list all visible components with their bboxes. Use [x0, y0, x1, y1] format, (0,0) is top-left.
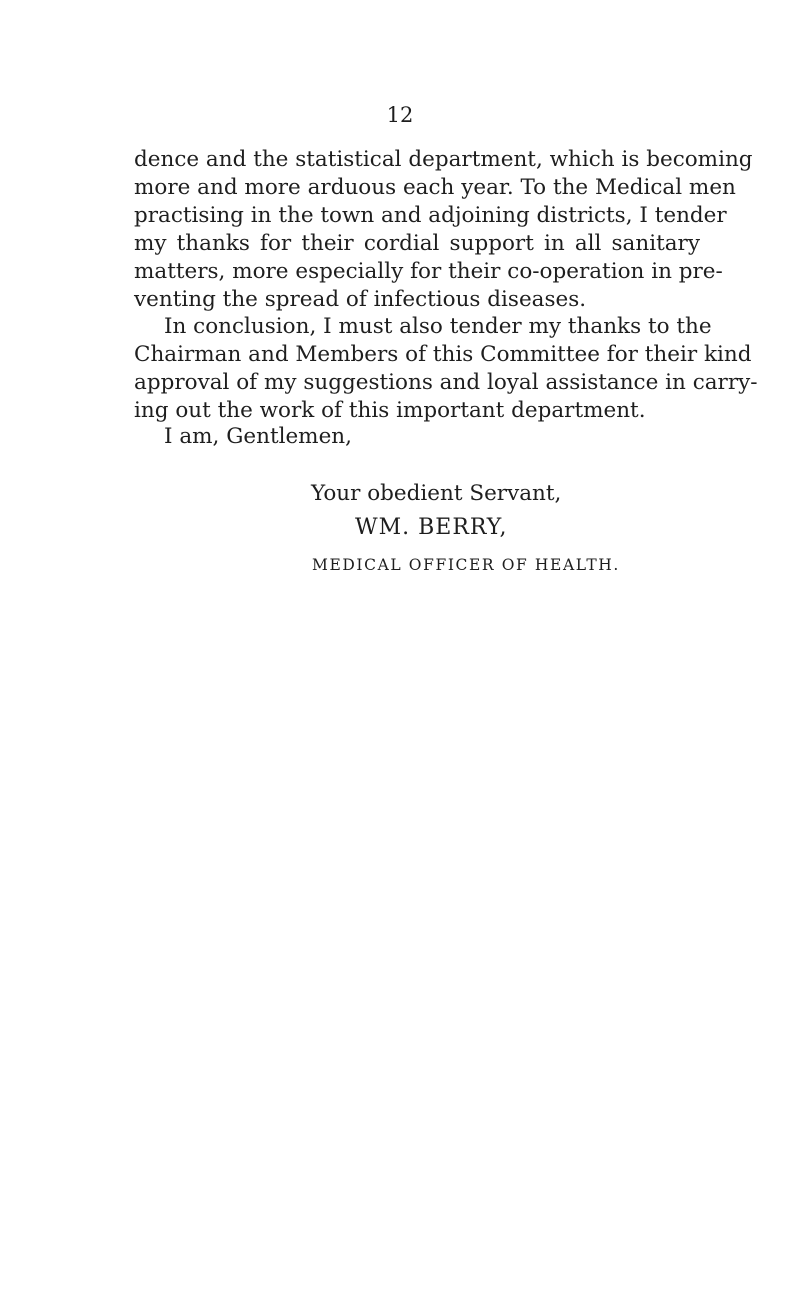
salutation: I am, Gentlemen, — [164, 424, 352, 449]
text-line: more and more arduous each year. To the Medical men — [134, 175, 736, 200]
text-line: ing out the work of this important department. — [134, 398, 646, 423]
signature: WM. BERRY, — [355, 515, 508, 540]
text-line: matters, more especially for their co-operation in pre- — [134, 259, 723, 284]
paragraph — [134, 313, 758, 425]
text-line: Chairman and Members of this Committee for their kind — [134, 342, 752, 367]
page-number: 12 — [386, 103, 414, 127]
text-line: my thanks for their cordial support in all sanitary — [134, 231, 700, 256]
text-line: In conclusion, I must also tender my thanks to the — [164, 314, 712, 339]
paragraph — [134, 146, 753, 314]
text-line: dence and the statistical department, which is becoming — [134, 147, 753, 172]
text-line: venting the spread of infectious diseases. — [134, 287, 587, 312]
signatory-title: MEDICAL OFFICER OF HEALTH. — [312, 556, 620, 574]
text-line: approval of my suggestions and loyal assistance in carry- — [134, 370, 758, 395]
valediction: Your obedient Servant, — [311, 481, 562, 506]
text-line: practising in the town and adjoining districts, I tender — [134, 203, 727, 228]
